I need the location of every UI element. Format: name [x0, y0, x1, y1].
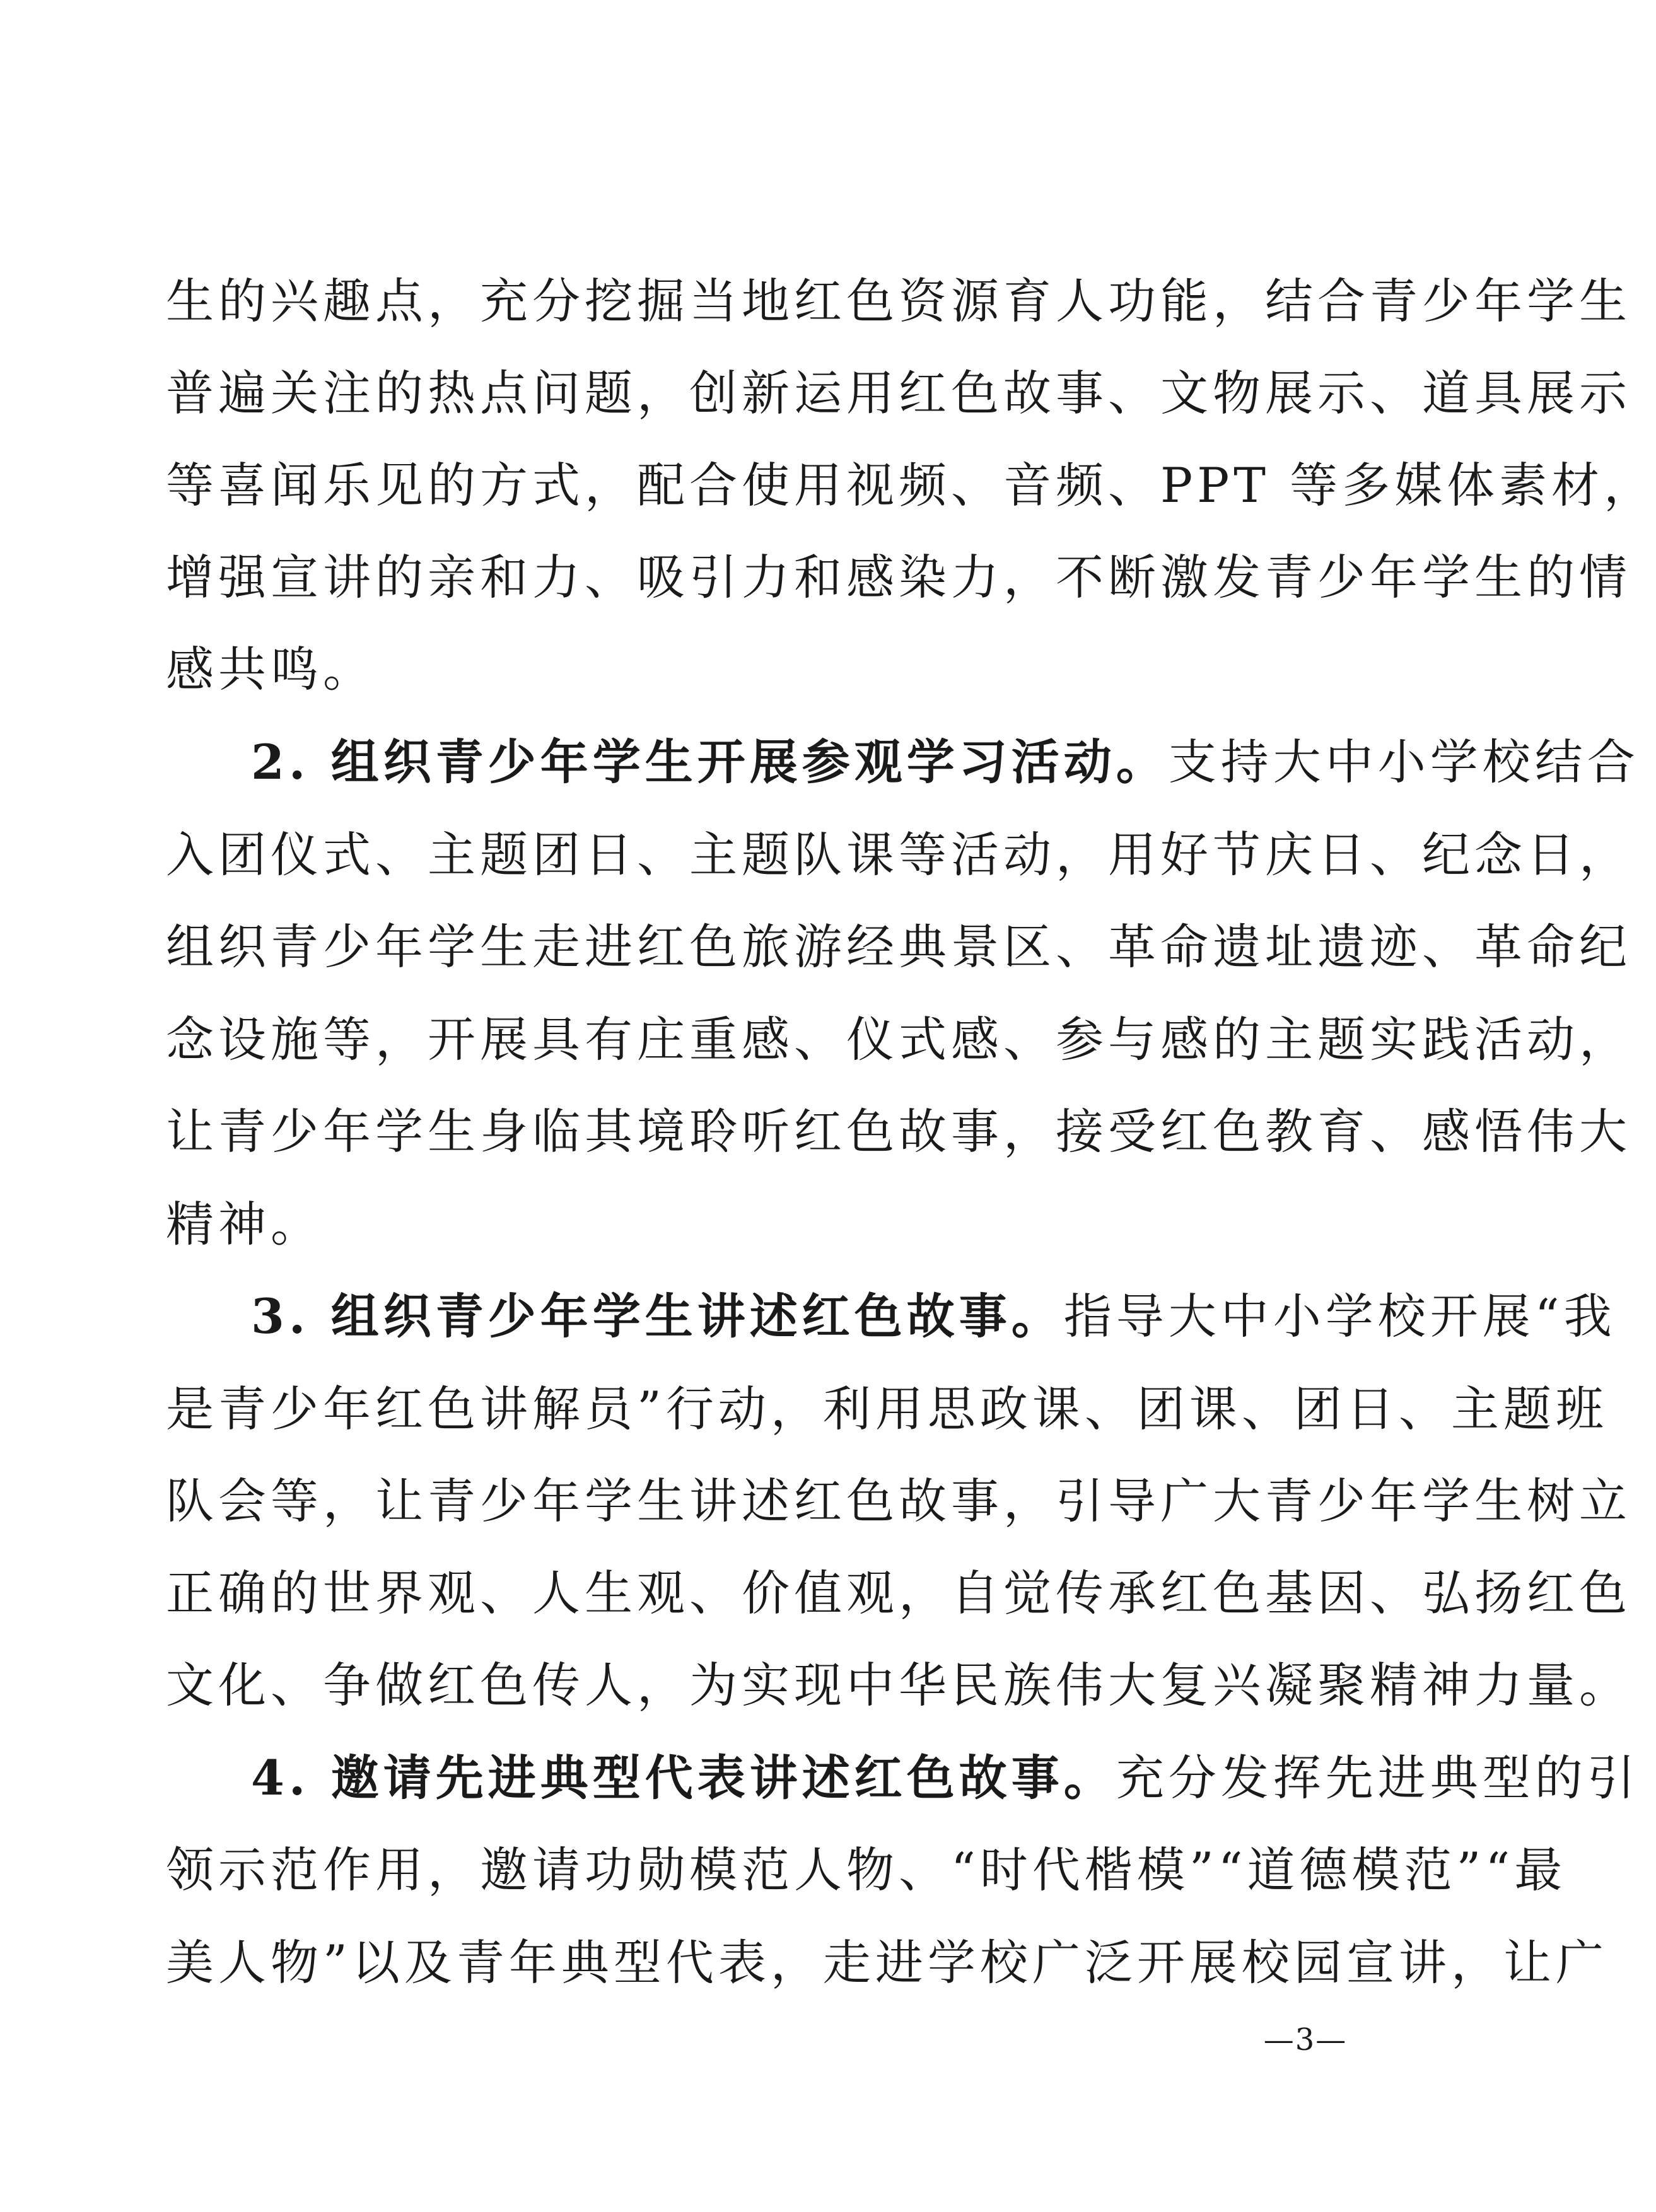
paragraph-2-line-2: 入团仪式、主题团日、主题队课等活动，用好节庆日、纪念日， [166, 827, 1631, 883]
paragraph-2-line-5: 让青少年学生身临其境聆听红色故事，接受红色教育、感悟伟大 [166, 1103, 1631, 1160]
paragraph-4-line-1-text: 充分发挥先进典型的引 [1116, 1750, 1640, 1806]
paragraph-2-line-6: 精神。 [166, 1196, 323, 1252]
paragraph-3-line-1-text: 指导大中小学校开展“我 [1063, 1288, 1616, 1344]
paragraph-3-line-1 [251, 1282, 1616, 1351]
page-number: —3— [1263, 2022, 1348, 2058]
paragraph-3-line-5: 文化、争做红色传人，为实现中华民族伟大复兴凝聚精神力量。 [166, 1657, 1631, 1713]
paragraph-2-heading: 2. 组织青少年学生开展参观学习活动。 [251, 734, 1169, 790]
paragraph-1-line-5: 感共鸣。 [166, 641, 375, 697]
paragraph-1-line-2: 普遍关注的热点问题，创新运用红色故事、文物展示、道具展示 [166, 365, 1631, 421]
paragraph-4-line-2: 领示范作用，邀请功勋模范人物、“时代楷模”“道德模范”“最 [166, 1842, 1567, 1898]
paragraph-1-line-1: 生的兴趣点，充分挖掘当地红色资源育人功能，结合青少年学生 [166, 273, 1631, 329]
paragraph-3-heading: 3. 组织青少年学生讲述红色故事。 [251, 1288, 1064, 1344]
paragraph-3-line-3: 队会等，让青少年学生讲述红色故事，引导广大青少年学生树立 [166, 1473, 1631, 1529]
paragraph-3-line-4: 正确的世界观、人生观、价值观，自觉传承红色基因、弘扬红色 [166, 1565, 1631, 1621]
paragraph-2-line-1 [251, 728, 1640, 797]
paragraph-2-line-4: 念设施等，开展具有庄重感、仪式感、参与感的主题实践活动， [166, 1011, 1631, 1068]
paragraph-4-heading: 4. 邀请先进典型代表讲述红色故事。 [251, 1750, 1116, 1806]
paragraph-3-line-2: 是青少年红色讲解员”行动，利用思政课、团课、团日、主题班 [166, 1381, 1608, 1437]
paragraph-1-line-3: 等喜闻乐见的方式，配合使用视频、音频、PPT 等多媒体素材， [166, 457, 1656, 513]
paragraph-1-line-4: 增强宣讲的亲和力、吸引力和感染力，不断激发青少年学生的情 [166, 549, 1631, 605]
paragraph-4-line-3: 美人物”以及青年典型代表，走进学校广泛开展校园宣讲，让广 [166, 1935, 1608, 1991]
paragraph-2-line-1-text: 支持大中小学校结合 [1168, 734, 1640, 790]
paragraph-2-line-3: 组织青少年学生走进红色旅游经典景区、革命遗址遗迹、革命纪 [166, 919, 1631, 975]
paragraph-4-line-1 [251, 1743, 1640, 1813]
